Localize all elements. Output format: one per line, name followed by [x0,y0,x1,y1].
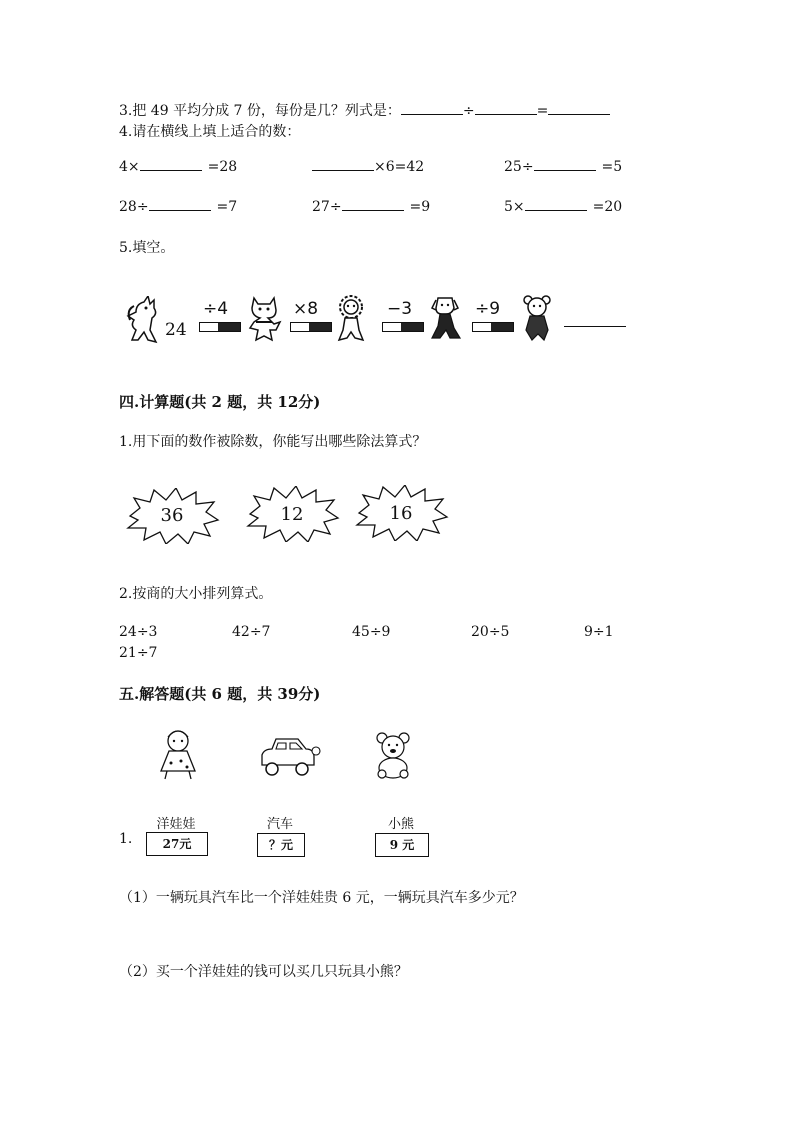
answer-blank[interactable] [312,169,374,171]
answer-box[interactable] [290,322,332,332]
q3-text: 3.把 49 平均分成 7 份，每份是几？列式是： [119,103,401,119]
dog-icon [428,294,462,342]
expression: 20÷5 [471,624,510,640]
q4-title: 4.请在横线上填上适合的数： [119,124,301,140]
sub-question-2: （2）买一个洋娃娃的钱可以买几只玩具小熊？ [119,964,408,980]
chain-result-blank[interactable] [564,326,626,327]
lion-icon [333,294,369,342]
sub-question-1: （1）一辆玩具汽车比一个洋娃娃贵 6 元，一辆玩具汽车多少元？ [119,890,524,906]
answer-blank[interactable] [149,209,211,211]
toy-car-icon [258,735,322,781]
burst-number: 36 [160,505,184,526]
expression: 21÷7 [119,645,158,661]
answer-blank[interactable] [342,209,404,211]
toy-name: 小熊 [387,817,414,832]
answer-blank[interactable] [475,113,537,115]
q4-item: 27÷ =9 [312,199,431,215]
section4-q2: 2.按商的大小排列算式。 [119,586,273,602]
chain-op: −3 [387,299,413,319]
q3-line [119,100,610,120]
price-box: 27元 [146,832,208,856]
section-4-heading: 四.计算题(共 2 题，共 12分) [119,393,321,411]
answer-box[interactable] [199,322,241,332]
q4-item: 4× =28 [119,159,238,175]
q4-item: 5× =20 [504,199,623,215]
equals-sign: = [536,103,549,119]
expression: 42÷7 [232,624,271,640]
answer-blank[interactable] [525,209,587,211]
answer-blank[interactable] [548,113,610,115]
teddy-bear-icon [372,730,414,780]
burst-number: 12 [280,504,304,525]
section-5-heading: 五.解答题(共 6 题，共 39分) [119,685,321,703]
burst-number: 16 [389,503,413,524]
divide-sign: ÷ [462,103,475,119]
expression: 24÷3 [119,624,158,640]
answer-blank[interactable] [534,169,596,171]
chain-op: ÷9 [475,299,501,319]
q4-item: 25÷ =5 [504,159,623,175]
expression: 9÷1 [584,624,614,640]
price-box: 9 元 [375,833,429,857]
chain-start-number: 24 [165,320,187,340]
wolf-icon [126,296,162,344]
bear-icon [520,294,554,342]
section4-q1: 1.用下面的数作被除数，你能写出哪些除法算式？ [119,434,427,450]
answer-blank[interactable] [140,169,202,171]
chain-op: ÷4 [203,299,229,319]
q4-item: 28÷ =7 [119,199,238,215]
toy-name: 汽车 [266,817,293,832]
answer-blank[interactable] [401,113,463,115]
q5-title: 5.填空。 [119,240,175,256]
problem-number: 1. [119,831,133,847]
price-box: ？元 [257,833,305,857]
answer-box[interactable] [382,322,424,332]
expression: 45÷9 [352,624,391,640]
doll-icon [155,725,201,781]
toy-name: 洋娃娃 [156,817,196,832]
answer-box[interactable] [472,322,514,332]
cat-icon [246,294,282,342]
q4-item: ×6=42 [312,159,424,175]
chain-op: ×8 [293,299,319,319]
